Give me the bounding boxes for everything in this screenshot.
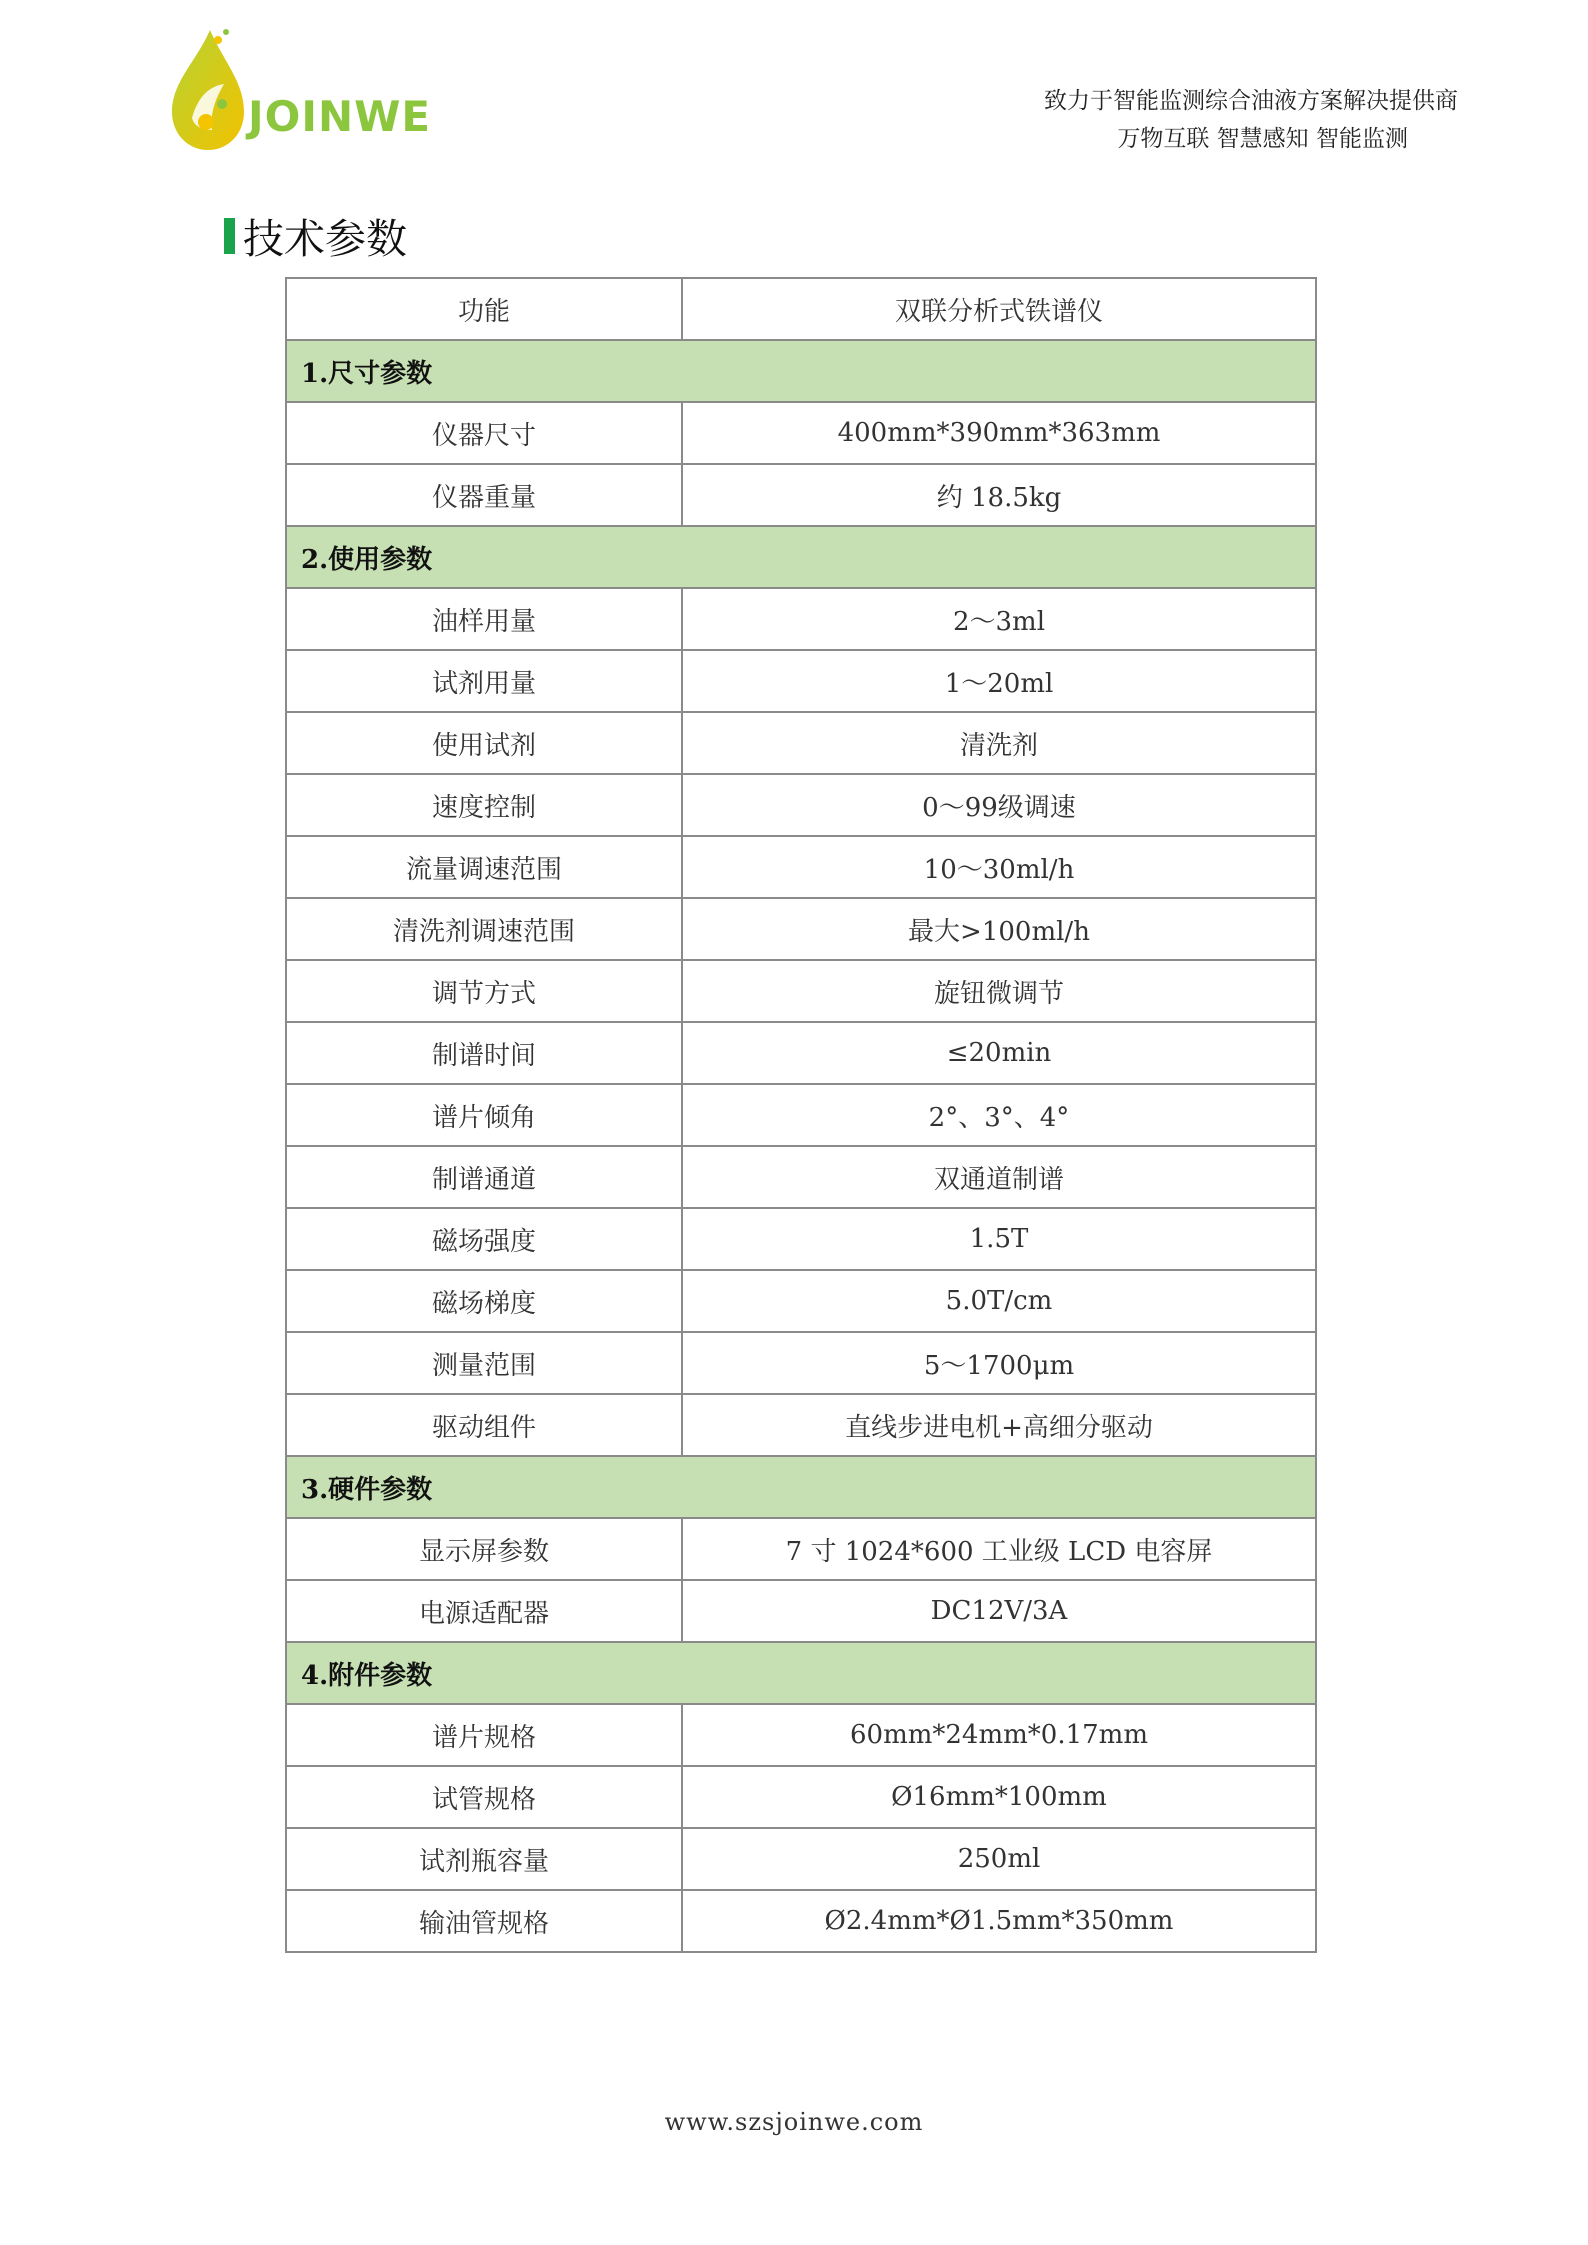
- table-row: [286, 836, 1316, 898]
- param-value: 2～3ml: [682, 588, 1316, 650]
- param-label: 使用试剂: [286, 712, 682, 774]
- param-label: 测量范围: [286, 1332, 682, 1394]
- table-row: [286, 650, 1316, 712]
- table-row: [286, 1332, 1316, 1394]
- table-row: [286, 1518, 1316, 1580]
- param-value: 0～99级调速: [682, 774, 1316, 836]
- param-label: 磁场梯度: [286, 1270, 682, 1332]
- param-value: 1.5T: [682, 1208, 1316, 1270]
- param-value: 7 寸 1024*600 工业级 LCD 电容屏: [682, 1518, 1316, 1580]
- param-value: DC12V/3A: [682, 1580, 1316, 1642]
- param-value: 10～30ml/h: [682, 836, 1316, 898]
- param-label: 谱片规格: [286, 1704, 682, 1766]
- param-value: ≤20min: [682, 1022, 1316, 1084]
- table-row: [286, 1394, 1316, 1456]
- param-value: 60mm*24mm*0.17mm: [682, 1704, 1316, 1766]
- param-value: 直线步进电机+高细分驱动: [682, 1394, 1316, 1456]
- param-label: 制谱时间: [286, 1022, 682, 1084]
- group-row: [286, 1456, 1316, 1518]
- spec-table: [285, 277, 1317, 1953]
- table-row: [286, 1208, 1316, 1270]
- param-value: 400mm*390mm*363mm: [682, 402, 1316, 464]
- param-label: 显示屏参数: [286, 1518, 682, 1580]
- param-label: 电源适配器: [286, 1580, 682, 1642]
- table-row: [286, 1022, 1316, 1084]
- param-value: 旋钮微调节: [682, 960, 1316, 1022]
- param-label: 磁场强度: [286, 1208, 682, 1270]
- param-label: 试管规格: [286, 1766, 682, 1828]
- group-title: 3.硬件参数: [286, 1456, 1316, 1518]
- param-label: 油样用量: [286, 588, 682, 650]
- tagline: [1044, 82, 1458, 158]
- table-header-label: 功能: [286, 278, 682, 340]
- param-label: 调节方式: [286, 960, 682, 1022]
- param-value: 5.0T/cm: [682, 1270, 1316, 1332]
- group-title: 2.使用参数: [286, 526, 1316, 588]
- table-row: [286, 712, 1316, 774]
- section-marker: [224, 218, 235, 254]
- table-row: [286, 1580, 1316, 1642]
- table-header-value: 双联分析式铁谱仪: [682, 278, 1316, 340]
- param-value: Ø2.4mm*Ø1.5mm*350mm: [682, 1890, 1316, 1952]
- group-title: 4.附件参数: [286, 1642, 1316, 1704]
- tagline-line-1: 致力于智能监测综合油液方案解决提供商: [1044, 88, 1458, 114]
- param-label: 制谱通道: [286, 1146, 682, 1208]
- param-value: Ø16mm*100mm: [682, 1766, 1316, 1828]
- param-label: 清洗剂调速范围: [286, 898, 682, 960]
- param-value: 2°、3°、4°: [682, 1084, 1316, 1146]
- table-row: [286, 402, 1316, 464]
- tagline-line-2: 万物互联 智慧感知 智能监测: [1117, 126, 1408, 152]
- param-value: 双通道制谱: [682, 1146, 1316, 1208]
- param-label: 速度控制: [286, 774, 682, 836]
- brand-name: JOINWE: [248, 92, 432, 141]
- table-row: [286, 1890, 1316, 1952]
- param-label: 输油管规格: [286, 1890, 682, 1952]
- table-row: [286, 588, 1316, 650]
- param-label: 谱片倾角: [286, 1084, 682, 1146]
- group-row: [286, 526, 1316, 588]
- param-value: 最大>100ml/h: [682, 898, 1316, 960]
- param-value: 1～20ml: [682, 650, 1316, 712]
- footer-website: www.szsjoinwe.com: [664, 2108, 924, 2136]
- table-row: [286, 898, 1316, 960]
- table-row: [286, 774, 1316, 836]
- section-title: [224, 206, 407, 265]
- section-title-text: 技术参数: [243, 215, 407, 263]
- table-header-row: [286, 278, 1316, 340]
- table-row: [286, 1084, 1316, 1146]
- param-label: 仪器尺寸: [286, 402, 682, 464]
- table-row: [286, 1766, 1316, 1828]
- group-title: 1.尺寸参数: [286, 340, 1316, 402]
- param-value: 清洗剂: [682, 712, 1316, 774]
- group-row: [286, 1642, 1316, 1704]
- param-label: 流量调速范围: [286, 836, 682, 898]
- param-value: 5～1700μm: [682, 1332, 1316, 1394]
- table-row: [286, 960, 1316, 1022]
- table-row: [286, 1704, 1316, 1766]
- param-label: 驱动组件: [286, 1394, 682, 1456]
- table-row: [286, 1270, 1316, 1332]
- table-row: [286, 1828, 1316, 1890]
- table-row: [286, 464, 1316, 526]
- group-row: [286, 340, 1316, 402]
- param-value: 约 18.5kg: [682, 464, 1316, 526]
- param-value: 250ml: [682, 1828, 1316, 1890]
- param-label: 试剂瓶容量: [286, 1828, 682, 1890]
- param-label: 试剂用量: [286, 650, 682, 712]
- table-row: [286, 1146, 1316, 1208]
- param-label: 仪器重量: [286, 464, 682, 526]
